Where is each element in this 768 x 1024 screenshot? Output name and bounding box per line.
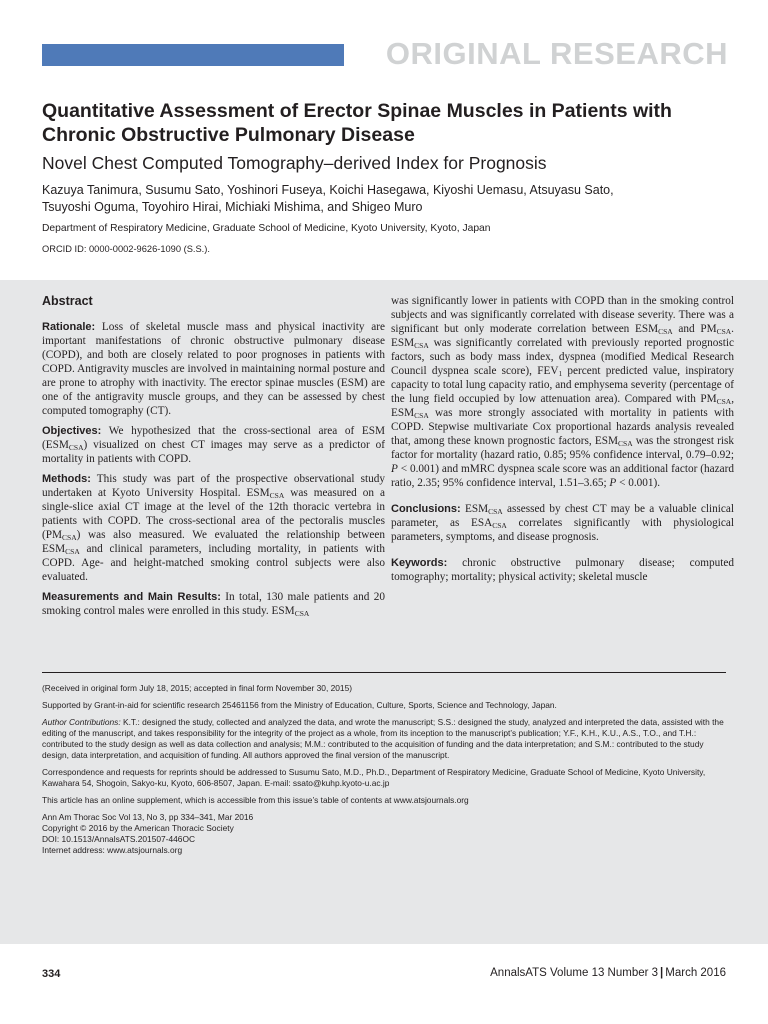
citation-block <box>42 812 728 856</box>
abstract-column-left <box>42 293 385 624</box>
copyright: Copyright © 2016 by the American Thoracic Society <box>42 823 234 833</box>
orcid: ORCID ID: 0000-0002-9626-1090 (S.S.). <box>42 244 210 254</box>
article-subtitle: Novel Chest Computed Tomography–derived Index for Prognosis <box>42 153 547 173</box>
results-label: Measurements and Main Results: <box>42 591 221 603</box>
author-line: Tsuyoshi Oguma, Toyohiro Hirai, Michiaki Mishima, and Shigeo Muro <box>42 199 423 214</box>
results-paragraph-continued: was significantly lower in patients with COPD than in the smoking control subjects and was significantly correlated with disease severity. There was a significant but only moderate correlation between $ESM_{CSA}$ and $PM_{CSA}$. $ESM_{CSA}$ was significantly correlated with previously reported prognostic factors, such as body mass index, dyspnea (modified Medical Research Council dyspnea scale score), $FEV_1$ percent predicted value, inspiratory capacity to total lung capacity ratio, and emphysema severity (percentage of the lung field occupied by low attenuation area). Compared with $PM_{CSA}$, $ESM_{CSA}$ was more strongly associated with mortality in patients with COPD. Stepwise multivariate Cox proportional hazards analysis revealed that, among these known prognostic factors, $ESM_{CSA}$ was the strongest risk factor for mortality (hazard ratio, 0.85; 95% confidence interval, 0.79–0.92; P < 0.001) and mMRC dyspnea scale score was an additional factor (hazard ratio, 2.35; 95% confidence interval, 1.51–3.65; P < 0.001). <box>391 295 734 489</box>
results-paragraph-start: Measurements and Main Results: In total, 130 male patients and 20 smoking control males were enrolled in this study. $ESM_{CSA}$ <box>42 591 385 618</box>
keywords-paragraph: Keywords: chronic obstructive pulmonary disease; computed tomography; mortality; physical activity; skeletal muscle <box>391 557 734 583</box>
internet-address: Internet address: www.atsjournals.org <box>42 845 183 855</box>
conclusions-label: Conclusions: <box>391 503 461 515</box>
journal-footer: AnnalsATS Volume 13 Number 3 | March 2016 <box>490 967 726 979</box>
divider-rule <box>42 672 726 673</box>
abstract-column-right <box>391 294 734 590</box>
methods-label: Methods: <box>42 473 91 485</box>
keywords-label: Keywords: <box>391 557 448 569</box>
correspondence: Correspondence and requests for reprints should be addressed to Susumu Sato, M.D., Ph.D., Department of Respiratory Medicine, Graduate School of Medicine, Kyoto University, Kawahara 54, Shogoin, Sakyo-ku, Kyoto, 606-8507, Japan. E-mail: ssato@kuhp.kyoto-u.ac.jp <box>42 767 706 788</box>
author-list <box>42 182 732 215</box>
front-matter <box>42 683 728 856</box>
article-title: Quantitative Assessment of Erector Spinae Muscles in Patients with Chronic Obstructive Pulmonary Disease <box>42 100 672 146</box>
conclusions-paragraph: Conclusions: $ESM_{CSA}$ assessed by chest CT may be a valuable clinical parameter, as $ESA_{CSA}$ correlates significantly with physiological parameters, symptoms, and disease prognosis. <box>391 503 734 543</box>
page-number: 334 <box>42 968 61 980</box>
rationale-paragraph: Rationale: Loss of skeletal muscle mass and physical inactivity are important manifestations of chronic obstructive pulmonary disease (COPD), and both are closely related to poor prognoses in patients with COPD. Antigravity muscles are involved in maintaining normal posture and are prone to atrophy with inactivity. The erector spinae muscles (ESM) are one of the antigravity muscle groups, and they can be assessed by chest computed tomography (CT). <box>42 321 385 417</box>
section-color-bar <box>42 44 344 66</box>
author-line: Kazuya Tanimura, Susumu Sato, Yoshinori Fuseya, Koichi Hasegawa, Kiyoshi Uemasu, Atsuyasu Sato, <box>42 183 614 197</box>
objectives-label: Objectives: <box>42 425 102 437</box>
doi: DOI: 10.1513/AnnalsATS.201507-446OC <box>42 834 196 844</box>
abstract-heading: Abstract <box>42 294 93 308</box>
methods-paragraph: Methods: This study was part of the prospective observational study undertaken at Kyoto University Hospital. $ESM_{CSA}$ was measured on a single-slice axial CT image at the level of the 12th thoracic vertebra in patients with COPD. The cross-sectional area of the pectoralis muscles $(PM_{CSA})$ was also measured. We evaluated the relationship between $ESM_{CSA}$ and clinical parameters, including mortality, in patients with COPD. Age- and height-matched smoking control subjects were also evaluated. <box>42 473 385 583</box>
rationale-label: Rationale: <box>42 321 96 333</box>
supplement-note: This article has an online supplement, which is accessible from this issue’s table of contents at www.atsjournals.org <box>42 795 469 805</box>
affiliation: Department of Respiratory Medicine, Graduate School of Medicine, Kyoto University, Kyoto, Japan <box>42 223 491 234</box>
citation: Ann Am Thorac Soc Vol 13, No 3, pp 334–341, Mar 2016 <box>42 812 254 822</box>
objectives-paragraph: Objectives: We hypothesized that the cross-sectional area of ESM $(ESM_{CSA})$ visualized on chest CT images may serve as a predictor of mortality in patients with COPD. <box>42 425 385 465</box>
author-contributions: Author Contributions: K.T.: designed the study, collected and analyzed the data, and wrote the manuscript; S.S.: designed the study, analyzed and interpreted the data, assisted with the editing of the manuscript, and takes responsibility for the integrity of the project as a whole, from its inception to the manuscript’s publication; Y.F., K.H., K.U., A.S., T.O., and T.H.: contributed to the study design as well as data collection and analysis; M.M.: contributed to the acquisition of funding and the data interpretation; and S.M.: contributed to the study design, data interpretation, and acquisition of funding. All authors approved the final version of the manuscript. <box>42 717 724 760</box>
funding-statement: Supported by Grant-in-aid for scientific research 25461156 from the Ministry of Education, Culture, Sports, Science and Technology, Japan. <box>42 700 557 710</box>
received-dates: (Received in original form July 18, 2015; accepted in final form November 30, 2015) <box>42 683 353 693</box>
section-label: ORIGINAL RESEARCH <box>385 36 728 71</box>
